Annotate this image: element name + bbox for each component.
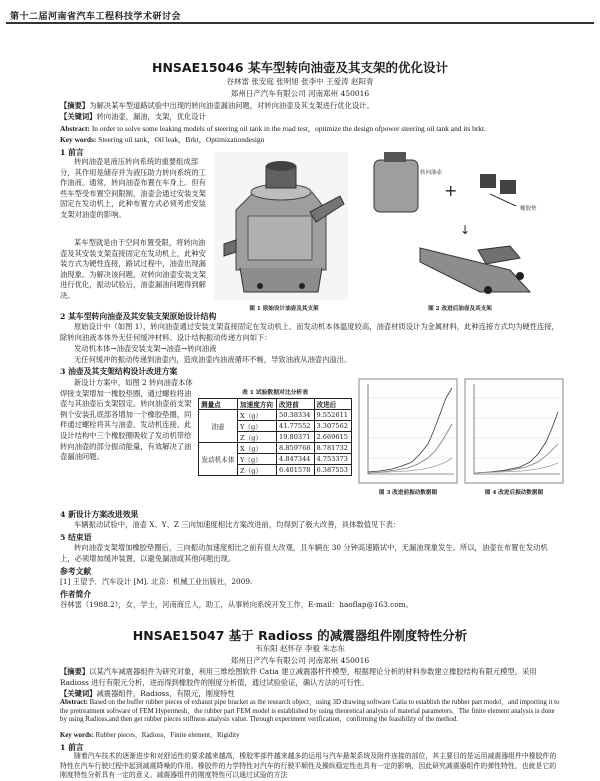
table-1 xyxy=(198,387,352,476)
table-cell: Y（g） xyxy=(238,454,277,465)
fig2-label-brkt: 橡胶垫 xyxy=(520,206,537,212)
p2-section-1-para-1: 随着汽车技术的逐渐进步和对舒适性的要求越来越高，橡胶零部件越来越多的运用与汽车悬架系统及附件连接的部位，其主要目的是运用减震器组件中橡胶件的特性在汽车行驶过程中起到减震降噪的作用。橡胶件的力学特性对汽车的行驶平顺性及操纵稳定性也具有一定的影响，因此研究减震器组件的弹性特性，也就是它的刚度特性分析具有一定的意义。减震器组件的刚度特性可以通过试验的方法 xyxy=(60,752,557,780)
table-cell: 4.753373 xyxy=(314,454,352,465)
p1-section-4-title: 4 新设计方案改进效果 xyxy=(60,510,139,519)
table-cell: 9.552611 xyxy=(314,410,352,421)
figure-3-caption: 图 3 改进前振动数据图 xyxy=(378,490,438,496)
table-cell: 19.80371 xyxy=(277,432,314,443)
keywords-en-text: Rubber pieces，Radioss，Finite element，Rigidity xyxy=(95,732,240,739)
table-cell: 6.387553 xyxy=(314,465,352,476)
table-header-cell: 测量点 xyxy=(199,399,238,410)
table-cell: 2.669615 xyxy=(314,432,352,443)
keywords-text: 转向油壶，漏油，支架，优化设计 xyxy=(96,112,206,121)
header-title: 第十二届河南省汽车工程科技学术研讨会 xyxy=(10,12,182,22)
abstract-text: 为解决某车型道路试验中出现的转向油壶漏油问题，对转向油壶及其支架进行优化设计。 xyxy=(89,101,374,110)
p1-section-3-title: 3 油壶及其支架结构设计改进方案 xyxy=(60,367,178,376)
paper1-abstract xyxy=(60,101,560,112)
paper2-abstract-en xyxy=(60,699,560,725)
figure-1-caption: 图 1 原始设计油壶及其支架 xyxy=(249,306,319,312)
paper2-abstract xyxy=(60,667,560,688)
table-header-row xyxy=(199,399,352,410)
paper1-keywords-en xyxy=(60,135,560,146)
paper1-abstract-en xyxy=(60,124,560,135)
table-header-cell: 改进前 xyxy=(277,399,314,410)
abstract-en-text: In order to solve some leaking models of steering oil tank in the road test，optimize the design ofpower steering oil tank and its brkt. xyxy=(91,124,486,133)
table-cell: 6.401578 xyxy=(277,465,314,476)
p1-references-title: 参考文献 xyxy=(60,567,92,576)
p1-section-4-para-1: 车辆振动试验中，油壶 X、Y、Z 三向加速度相比方案改进前，均得到了极大改善，具体数值见下表： xyxy=(74,520,401,529)
p1-section-1-title: 1 前言 xyxy=(60,148,84,157)
table-row xyxy=(199,443,352,454)
table-row xyxy=(199,410,352,421)
p1-section-2-title: 2 某车型转向油壶及其安装支架原始设计结构 xyxy=(60,312,217,321)
table-cell: Z（g） xyxy=(238,432,277,443)
paper2-keywords-en xyxy=(60,732,560,741)
table-cell: 8.781732 xyxy=(314,443,352,454)
paper2-authors: 韦东阳 赵怀存 李毅 朱志东 xyxy=(255,644,345,653)
table-group-cell: 油壶 xyxy=(199,410,238,443)
keywords-label: 【关键词】 xyxy=(60,689,97,698)
abstract-en-label: Abstract: xyxy=(60,699,88,706)
svg-text:↓: ↓ xyxy=(460,223,471,237)
figure-4-vibration-after xyxy=(464,378,564,484)
p1-bio: 谷林雷（1988.2），女，学士，河南商丘人，助工，从事转向系统开发工作，E-mail：haoflap@163.com。 xyxy=(60,600,413,609)
table-cell: 41.77552 xyxy=(277,421,314,432)
paper1-affiliation: 郑州日产汽车有限公司 河南郑州 450016 xyxy=(230,89,370,98)
paper2-affiliation: 郑州日产汽车有限公司 河南郑州 450016 xyxy=(230,656,370,665)
figure-2-caption: 图 2 改进后油壶及其支架 xyxy=(428,306,492,312)
figure-2-improved-tank-bracket xyxy=(360,150,556,302)
figure-4-caption: 图 4 改进后振动数据图 xyxy=(484,490,544,496)
p1-section-2-para-1: 原始设计中（如图 1），转向油壶通过安装支架直接固定在发动机上。而发动机本体温度较高，油壶材质设计为金属材料，此种连接方式均为硬性连接，除转向油液本体外无任何缓冲材料。设计结构振动传递方向如下： xyxy=(60,322,559,342)
paper1-title: HNSAE15046 某车型转向油壶及其支架的优化设计 xyxy=(152,60,448,75)
table-cell: X（g） xyxy=(238,443,277,454)
keywords-label: 【关键词】 xyxy=(60,112,97,121)
table-cell: Y（g） xyxy=(238,421,277,432)
abstract-en-text: Based on the buffer rubber pieces of exhaust pipe bracket as the research object，using 3D drawing software Catia to establish the rubber part model，and importing it to the pretreatment software of FEM Hypermesh，the rubber part FEM model is established by using theoretical analysis of material parameters．The finite element analysis is done by using Radioss,and then get rubber pieces stiffness analysis value. Through experiment verification，confirming the feasibility of the method. xyxy=(60,699,560,724)
abstract-text: 以某汽车减震器组件为研究对象，利用三维绘图软件 Catia 建立减震器杆件模型，根据理论分析的材料参数建立橡胶结构有限元模型，采用 Radioss 进行有限元分析，进而得到橡胶件的刚度分析值，通过试验验证，确认方法的可行性。 xyxy=(60,667,537,687)
table-cell: X（g） xyxy=(238,410,277,421)
paper2-keywords xyxy=(60,689,560,700)
table-cell: 3.307562 xyxy=(314,421,352,432)
paper2-title: HNSAE15047 基于 Radioss 的减震器组件刚度特性分析 xyxy=(132,628,468,643)
table-header-cell: 加速度方向 xyxy=(238,399,277,410)
figure-3-vibration-before xyxy=(358,378,458,484)
p1-section-1-para-2: 某车型就是由于空间布置受限，将转向油壶及其安装支架直接固定在发动机上，此种安装方式为硬性连接，路试过程中，油壶出现漏油现象。为解决该问题，对转向油壶安装支架进行优化，振动试验后，油壶漏油问题得到解决。 xyxy=(60,238,206,300)
keywords-en-label: Key words: xyxy=(60,135,97,144)
paper1-keywords xyxy=(60,112,560,123)
svg-text:+: + xyxy=(444,181,458,200)
table-cell: 50.38334 xyxy=(277,410,314,421)
p1-section-1-para-1: 转向油壶是液压转向系统的重要组成部分，其作用是储存并为液压助力转向系统的工作油液。通常，转向油壶布置在车身上。但有些车型受布置空间限制，油壶会通过安装支架固定在发动机上，此种布置方式必须考虑安装支架对油壶的影响。 xyxy=(60,157,206,219)
keywords-en-label: Key words: xyxy=(60,732,94,739)
p1-bio-title: 作者简介 xyxy=(60,590,92,599)
fig2-label-tank: 转向油壶 xyxy=(420,170,443,176)
table-cell: Z（g） xyxy=(238,465,277,476)
p1-section-2-para-3: 无任何缓冲的振动传递到油壶内，造成油壶内油液循环不畅，导致油液从油壶内溢出。 xyxy=(74,355,352,364)
keywords-en-text: Steering oil tank，Oil leak，Brkt，Optimizationdesign xyxy=(98,135,265,144)
p1-section-5-title: 5 结束语 xyxy=(60,533,92,542)
table-1-title: 表 1 试验数据对比分析表 xyxy=(241,390,309,396)
running-header xyxy=(6,6,594,24)
abstract-label: 【摘要】 xyxy=(60,667,90,676)
table-cell: 8.859768 xyxy=(277,443,314,454)
p1-section-3-para-1: 新设计方案中，如图 2 转向油壶本体焊接支架增加一橡胶垫圈，通过螺栓将油壶与其油壶后支架固定。转向油壶前支架例个安装孔底部各增加一个橡胶垫圈，同样通过螺栓将其与油壶、发动机连接。此设计结构中三个橡胶圈吸收了发动机带给转向油壶的部分振动能量，有效解决了油壶漏油问题。 xyxy=(60,378,193,462)
table-header-cell: 改进后 xyxy=(314,399,352,410)
p1-section-2-para-2: 发动机本体→油壶安装支架→油壶→转向油液 xyxy=(74,344,217,353)
p1-section-5-para-1: 转向油壶支架增加橡胶垫圈后，三向振动加速度相比之前有很大改观，且车辆在 30 分钟高速路试中，无漏油现象发生。所以，油壶在布置在发动机上，必须增加缓冲装置，以避免漏油或其他问题出现。 xyxy=(60,543,548,563)
abstract-en-label: Abstract: xyxy=(60,124,90,133)
p2-section-1-title: 1 前言 xyxy=(60,743,84,752)
p1-reference-1: [1] 王望予．汽车设计 [M]. 北京：机械工业出版社，2009. xyxy=(60,577,253,586)
abstract-label: 【摘要】 xyxy=(60,101,90,110)
figure-1-oil-tank-bracket xyxy=(214,152,348,300)
keywords-text: 减震器组件，Radioss，有限元，刚度特性 xyxy=(96,689,235,698)
paper1-authors: 谷林雷 张安庭 张明旭 张李中 王爱涛 赵阳青 xyxy=(226,77,374,86)
table-cell: 4.847344 xyxy=(277,454,314,465)
table-group-cell: 发动机本体 xyxy=(199,443,238,476)
